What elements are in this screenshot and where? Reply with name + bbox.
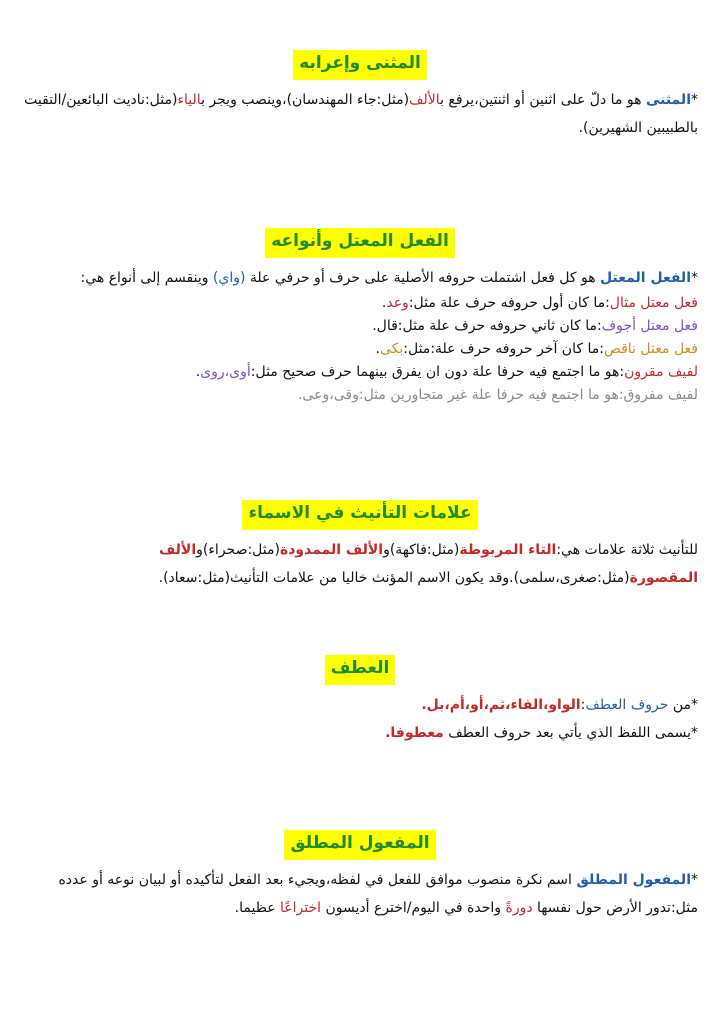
paragraph: *من حروف العطف:الواو،الفاء،ثم،أو،أم،بل. — [421, 696, 698, 713]
list-item: لفيف مفروق:هو ما اجتمع فيه حرفا علة غير متجاورين مثل:وقى،وعى. — [297, 386, 698, 403]
section-absolute-object — [22, 830, 698, 922]
section-title: الفعل المعتل وأنواعه — [265, 228, 455, 258]
section-feminine-markers — [22, 500, 698, 592]
section-defective-verb — [22, 228, 698, 407]
section-title: المفعول المطلق — [284, 830, 435, 860]
section-title: العطف — [325, 655, 396, 685]
section-conjunction — [22, 655, 698, 747]
section-title: المثنى وإعرابه — [293, 50, 427, 80]
paragraph: *الفعل المعتل هو كل فعل اشتملت حروفه الأصلية على حرف أو حرفي علة (واي) وينقسم إلى أنواع هي: — [80, 269, 698, 286]
paragraph: *المثنى هو ما دلّ على اثنين أو اثنتين،يرفع بالألف(مثل:جاء المهندسان)،وينصب ويجر بالياء(مثل:ناديت البائعين/التقيت بالطبيبين الشهيرين). — [24, 91, 698, 136]
paragraph: *يسمى اللفظ الذي يأتي بعد حروف العطف معطوفا. — [385, 724, 698, 741]
list-item: فعل معتل ناقص:ما كان آخر حروفه حرف علة:مثل:بكى. — [375, 340, 698, 357]
list-item: فعل معتل أجوف:ما كان ثاني حروفه حرف علة مثل:قال. — [372, 317, 698, 334]
list-item: فعل معتل مثال:ما كان أول حروفه حرف علة مثل:وعد. — [381, 294, 698, 311]
paragraph: *المفعول المطلق اسم نكرة منصوب موافق للفعل في لفظه،ويجيء بعد الفعل لتأكيده أو لبيان نوعه أو عدده مثل:تدور الأرض حول نفسها دورةً واحدة في اليوم/اخترع أديسون اختراعًا عظيما. — [58, 871, 698, 916]
list-item: لفيف مقرون:هو ما اجتمع فيه حرفا علة دون ان يفرق بينهما حرف صحيح مثل:أوى،روى. — [195, 363, 698, 380]
section-title: علامات التأنيث في الاسماء — [242, 500, 477, 530]
section-dual — [22, 50, 698, 142]
paragraph: للتأنيث ثلاثة علامات هي:التاء المربوطة(مثل:فاكهة)والألف الممدودة(مثل:صحراء)والألف المقصورة(مثل:صغرى،سلمى).وقد يكون الاسم المؤنث خاليا من علامات التأنيث(مثل:سعاد). — [158, 541, 698, 586]
